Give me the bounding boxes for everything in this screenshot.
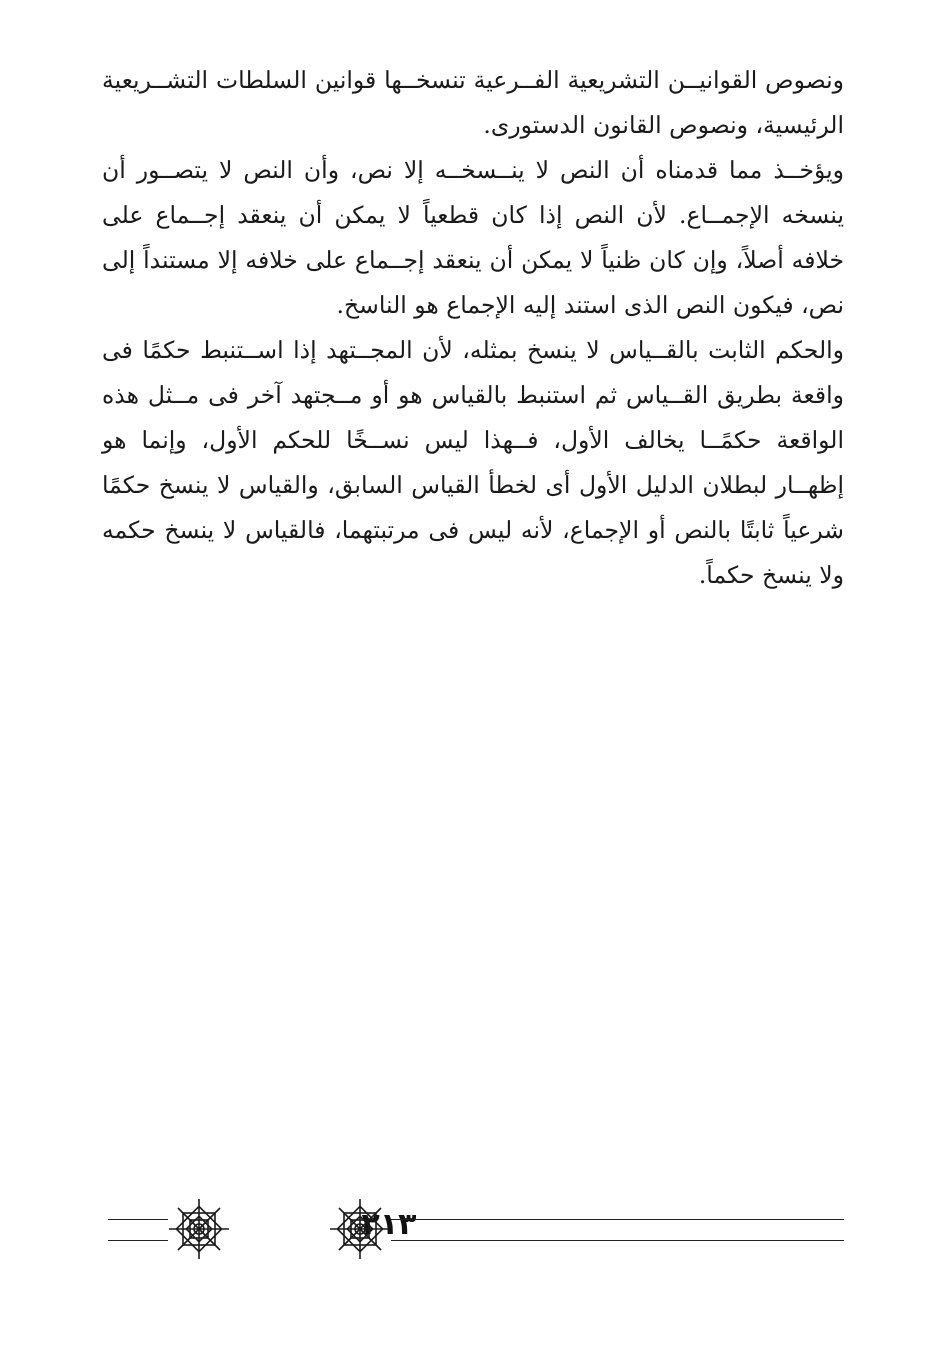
footer-rule-left-top	[108, 1219, 168, 1220]
page-footer	[108, 1195, 844, 1271]
page-body	[102, 58, 844, 598]
paragraph-1: ونصوص القوانيــن التشريعية الفــرعية تنسخــها قوانين السلطات التشــريعية الرئيسية، ونصوص القانون الدستورى.	[102, 66, 844, 139]
paragraph-2: ويؤخــذ مما قدمناه أن النص لا ينــسخــه إلا نص، وأن النص لا يتصــور أن ينسخه الإجمــاع. لأن النص إذا كان قطعياً لا يمكن أن ينعقد إجــماع على خلافه أصلاً، وإن كان ظنياً لا يمكن أن ينعقد إجــماع على خلافه إلا مستنداً إلى نص، فيكون النص الذى استند إليه الإجماع هو الناسخ.	[102, 156, 844, 319]
footer-rule-left-bottom	[108, 1240, 168, 1241]
paragraph-3: والحكم الثابت بالقــياس لا ينسخ بمثله، لأن المجــتهد إذا اســتنبط حكمًا فى واقعة بطريق القــياس ثم استنبط بالقياس هو أو مــجتهد آخر فى مــثل هذه الواقعة حكمًــا يخالف الأول، فــهذا ليس نســخًا للحكم الأول، وإنما هو إظهــار لبطلان الدليل الأول أى لخطأ القياس السابق، والقياس لا ينسخ حكمًا شرعياً ثابتًا بالنص أو الإجماع، لأنه ليس فى مرتبتهما، فالقياس لا ينسخ حكمه ولا ينسخ حكماً.	[102, 336, 844, 589]
footer-rule-right-bottom	[391, 1240, 844, 1241]
geometric-star-ornament-icon	[168, 1198, 230, 1260]
footer-rule-right-top	[391, 1219, 844, 1220]
geometric-star-ornament-icon	[329, 1198, 391, 1260]
page-number: ٢١٣	[361, 1207, 417, 1242]
